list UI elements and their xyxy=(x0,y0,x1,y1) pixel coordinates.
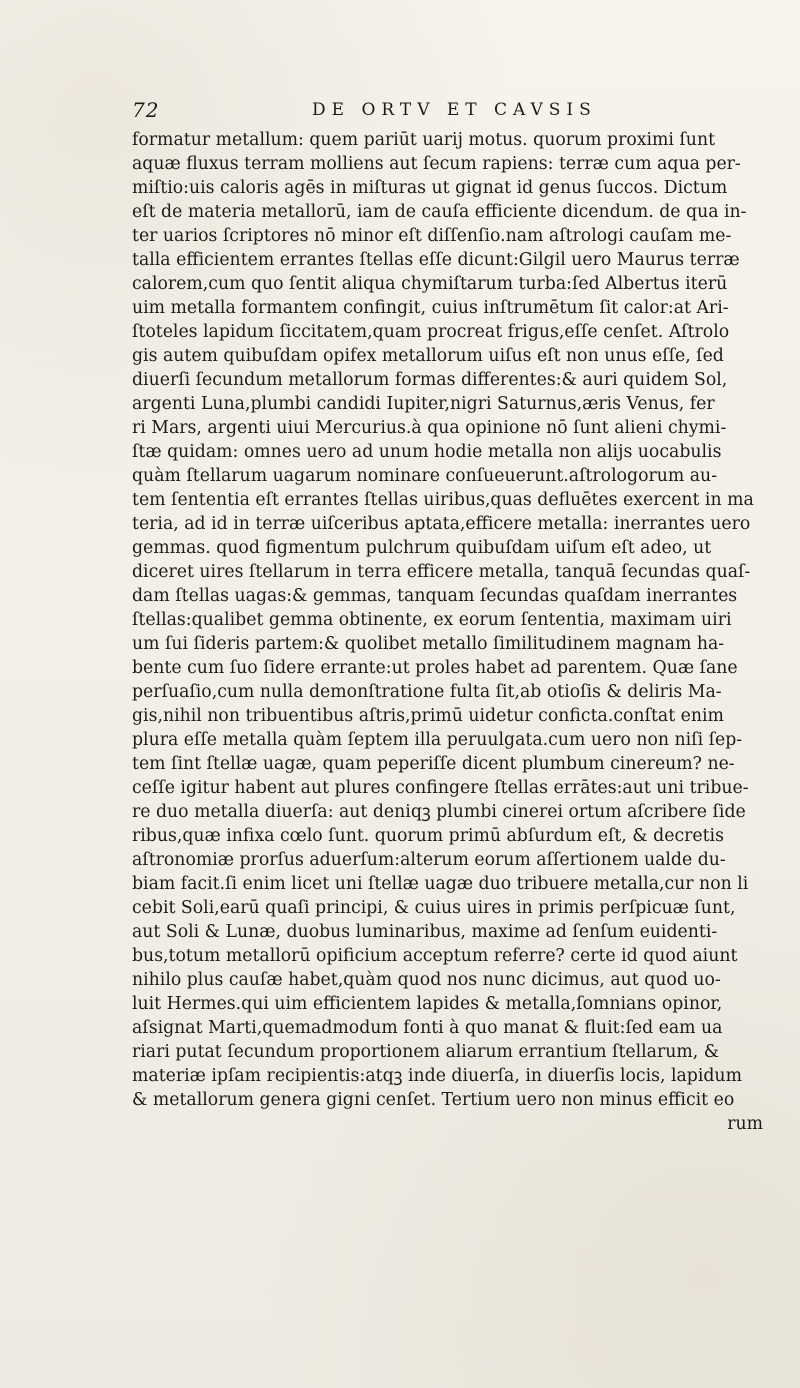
text-line: ceſſe igitur habent aut plures confingere ſtellas errātes:aut uni tribue- xyxy=(132,778,749,798)
text-line: gis,nihil non tribuentibus aſtris,primū uidetur conficta.conſtat enim xyxy=(132,706,724,726)
text-line: ſtæ quidam: omnes uero ad unum hodie metalla non alijs uocabulis xyxy=(132,442,722,462)
text-line: argenti Luna,plumbi candidi Iupiter,nigri Saturnus,æris Venus, fer xyxy=(132,394,715,414)
text-line: ſtoteles lapidum ſiccitatem,quam procreat frigus,eſſe cenſet. Aſtrolo xyxy=(132,322,730,342)
text-line: biam facit.ſi enim licet uni ſtellæ uagæ duo tribuere metalla,cur non li xyxy=(132,874,749,894)
text-line: aquæ fluxus terram molliens aut ſecum rapiens: terræ cum aqua per- xyxy=(132,154,741,174)
text-line: talla efficientem errantes ſtellas eſſe dicunt:Gilgil uero Maurus terræ xyxy=(132,250,740,270)
text-line: aſtronomiæ prorſus aduerſum:alterum eorum aſſertionem ualde du- xyxy=(132,850,726,870)
text-line: quàm ſtellarum uagarum nominare conſueuerunt.aſtrologorum au- xyxy=(132,466,718,486)
text-line: & metallorum genera gigni cenſet. Tertium uero non minus efficit eo xyxy=(132,1090,735,1110)
text-line: miſtio:uis caloris agēs in miſturas ut gignat id genus ſuccos. Dictum xyxy=(132,178,728,198)
text-line: luit Hermes.qui uim efficientem lapides & metalla,ſomnians opinor, xyxy=(132,994,723,1014)
text-line: plura eſſe metalla quàm ſeptem illa peruulgata.cum uero non niſi ſep- xyxy=(132,730,743,750)
last-line: rum xyxy=(727,1114,763,1134)
text-line: calorem,cum quo ſentit aliqua chymiſtarum turba:ſed Albertus iterū xyxy=(132,274,728,294)
text-line: diuerſi ſecundum metallorum formas differentes:& auri quidem Sol, xyxy=(132,370,728,390)
running-title: DE ORTV ET CAVSIS xyxy=(312,100,597,120)
text-line: ter uarios ſcriptores nō minor eſt diſſenſio.nam aſtrologi cauſam me- xyxy=(132,226,732,246)
text-line: ſtellas:qualibet gemma obtinente, ex eorum ſententia, maximam uiri xyxy=(132,610,732,630)
text-line: um ſui ſideris partem:& quolibet metallo ſimilitudinem magnam ha- xyxy=(132,634,725,654)
page-header xyxy=(132,98,612,122)
text-line: dam ſtellas uagas:& gemmas, tanquam ſecundas quaſdam inerrantes xyxy=(132,586,738,606)
text-line: ri Mars, argenti uiui Mercurius.à qua opinione nō ſunt alieni chymi- xyxy=(132,418,727,438)
text-line: materiæ ipſam recipientis:atqꝫ inde diuerſa, in diuerſis locis, lapidum xyxy=(132,1066,742,1086)
text-line: tem ſint ſtellæ uagæ, quam peperiſſe dicent plumbum cinereum? ne- xyxy=(132,754,735,774)
text-line: aut Soli & Lunæ, duobus luminaribus, maxime ad ſenſum euidenti- xyxy=(132,922,718,942)
text-line: eſt de materia metallorū, iam de cauſa efficiente dicendum. de qua in- xyxy=(132,202,747,222)
text-line: ribus,quæ infixa cœlo ſunt. quorum primū abſurdum eſt, & decretis xyxy=(132,826,724,846)
text-line: diceret uires ſtellarum in terra efficere metalla, tanquā ſecundas quaſ- xyxy=(132,562,751,582)
text-line: bus,totum metallorū opificium acceptum referre? certe id quod aiunt xyxy=(132,946,738,966)
text-line: gis autem quibuſdam opifex metallorum uiſus eſt non unus eſſe, ſed xyxy=(132,346,724,366)
text-line: re duo metalla diuerſa: aut deniqꝫ plumbi cinerei ortum aſcribere ſide xyxy=(132,802,746,822)
text-line: teria, ad id in terræ uiſceribus aptata,efficere metalla: inerrantes uero xyxy=(132,514,751,534)
text-line: aſsignat Marti,quemadmodum fonti à quo manat & fluit:ſed eam ua xyxy=(132,1018,723,1038)
text-line: uim metalla formantem confingit, cuius inſtrumētum ſit calor:at Ari- xyxy=(132,298,729,318)
text-line: perſuaſio,cum nulla demonſtratione fulta ſit,ab otioſis & deliris Ma- xyxy=(132,682,722,702)
text-line: gemmas. quod figmentum pulchrum quibuſdam uiſum eſt adeo, ut xyxy=(132,538,712,558)
page-number: 72 xyxy=(132,98,160,122)
text-line: cebit Soli,earū quaſi principi, & cuius uires in primis perſpicuæ ſunt, xyxy=(132,898,736,918)
main-text xyxy=(132,128,765,1136)
text-line: nihilo plus cauſæ habet,quàm quod nos nunc dicimus, aut quod uo- xyxy=(132,970,721,990)
text-line: tem ſententia eſt errantes ſtellas uiribus,quas defluētes exercent in ma xyxy=(132,490,754,510)
text-line: riari putat ſecundum proportionem aliarum errantium ſtellarum, & xyxy=(132,1042,720,1062)
text-line: formatur metallum: quem pariūt uarij motus. quorum proximi ſunt xyxy=(132,130,716,150)
text-line: bente cum ſuo ſidere errante:ut proles habet ad parentem. Quæ ſane xyxy=(132,658,738,678)
